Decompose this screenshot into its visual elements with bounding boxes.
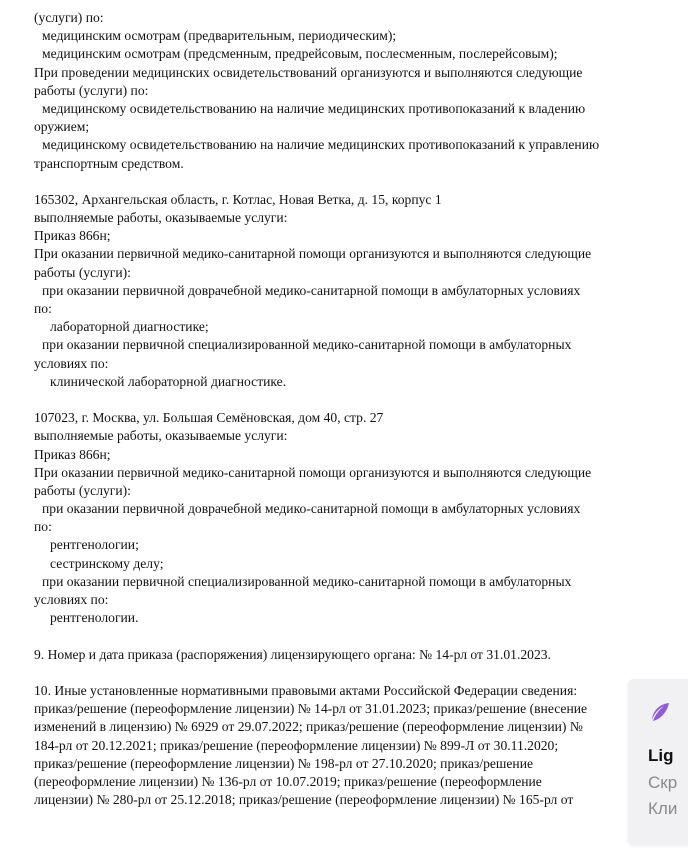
- doc-line: сестринскому делу;: [50, 555, 164, 571]
- blank-line: [34, 173, 674, 191]
- doc-line: медицинским осмотрам (предсменным, предрейсовым, послесменным, послерейсовым);: [42, 46, 558, 62]
- doc-line: оружием;: [34, 119, 90, 135]
- address-heading: 165302, Архангельская область, г. Котлас, Новая Ветка, д. 15, корпус 1: [34, 191, 442, 207]
- address-heading: 107023, г. Москва, ул. Большая Семёновская, дом 40, стр. 27: [34, 410, 384, 426]
- notification-text: Кли: [648, 799, 678, 818]
- blank-line: [34, 627, 674, 645]
- doc-line: Приказ 866н;: [34, 228, 111, 244]
- notification-text: Скр: [648, 773, 678, 792]
- section-10-heading: 10. Иные установленные нормативными правовыми актами Российской Федерации сведения:: [34, 682, 578, 698]
- doc-line: работы (услуги):: [34, 264, 131, 280]
- doc-line: При оказании первичной медико-санитарной помощи организуются и выполняются следующие: [34, 464, 592, 480]
- doc-line: Приказ 866н;: [34, 446, 111, 462]
- doc-line: При проведении медицинских освидетельствований организуются и выполняются следующие: [34, 64, 583, 80]
- doc-line: лицензии) № 280-рл от 25.12.2018; приказ/решение (переоформление лицензии) № 165-рл от: [34, 792, 574, 808]
- blank-line: [34, 664, 674, 682]
- doc-line: выполняемые работы, оказываемые услуги:: [34, 210, 288, 226]
- document-body: [34, 9, 674, 809]
- doc-line: работы (услуги):: [34, 482, 131, 498]
- doc-line: рентгенологии.: [50, 610, 139, 626]
- doc-line: изменений в лицензию) № 6929 от 29.07.2022; приказ/решение (переоформление лицензии) №: [34, 719, 583, 735]
- notification-title: Lig: [648, 746, 674, 765]
- doc-line: 184-рл от 20.12.2021; приказ/решение (переоформление лицензии) № 899-Л от 30.11.2020;: [34, 737, 559, 753]
- doc-line: При оказании первичной медико-санитарной помощи организуются и выполняются следующие: [34, 246, 592, 262]
- doc-line: при оказании первичной доврачебной медико-санитарной помощи в амбулаторных условиях: [42, 501, 581, 517]
- doc-line: медицинскому освидетельствованию на наличие медицинских противопоказаний к владению: [42, 100, 586, 116]
- doc-line: рентгенологии;: [50, 537, 139, 553]
- feather-icon: [648, 700, 672, 724]
- doc-line: условиях по:: [34, 355, 109, 371]
- section-9-heading: 9. Номер и дата приказа (распоряжения) лицензирующего органа: № 14-рл от 31.01.2023.: [34, 646, 551, 662]
- doc-line: транспортным средством.: [34, 155, 184, 171]
- doc-line: (услуги) по:: [34, 10, 104, 25]
- doc-line: (переоформление лицензии) № 136-рл от 10.07.2019; приказ/решение (переоформление: [34, 773, 542, 789]
- doc-line: условиях по:: [34, 592, 109, 607]
- doc-line: медицинскому освидетельствованию на наличие медицинских противопоказаний к управлению: [42, 137, 600, 153]
- doc-line: клинической лабораторной диагностике.: [50, 373, 287, 389]
- doc-line: при оказании первичной доврачебной медико-санитарной помощи в амбулаторных условиях: [42, 282, 581, 298]
- doc-line: выполняемые работы, оказываемые услуги:: [34, 428, 288, 444]
- doc-line: при оказании первичной специализированной медико-санитарной помощи в амбулаторных: [42, 337, 572, 353]
- doc-line: по:: [34, 519, 52, 535]
- doc-line: по:: [34, 301, 52, 316]
- blank-line: [34, 391, 674, 409]
- doc-line: приказ/решение (переоформление лицензии) № 14-рл от 31.01.2023; приказ/решение (внесение: [34, 701, 588, 717]
- doc-line: приказ/решение (переоформление лицензии) № 198-рл от 27.10.2020; приказ/решение: [34, 755, 534, 771]
- notification-popup[interactable]: [628, 679, 688, 845]
- doc-line: лабораторной диагностике;: [50, 319, 209, 335]
- doc-line: при оказании первичной специализированной медико-санитарной помощи в амбулаторных: [42, 573, 572, 589]
- doc-line: медицинским осмотрам (предварительным, периодическим);: [42, 28, 397, 44]
- doc-line: работы (услуги) по:: [34, 82, 149, 98]
